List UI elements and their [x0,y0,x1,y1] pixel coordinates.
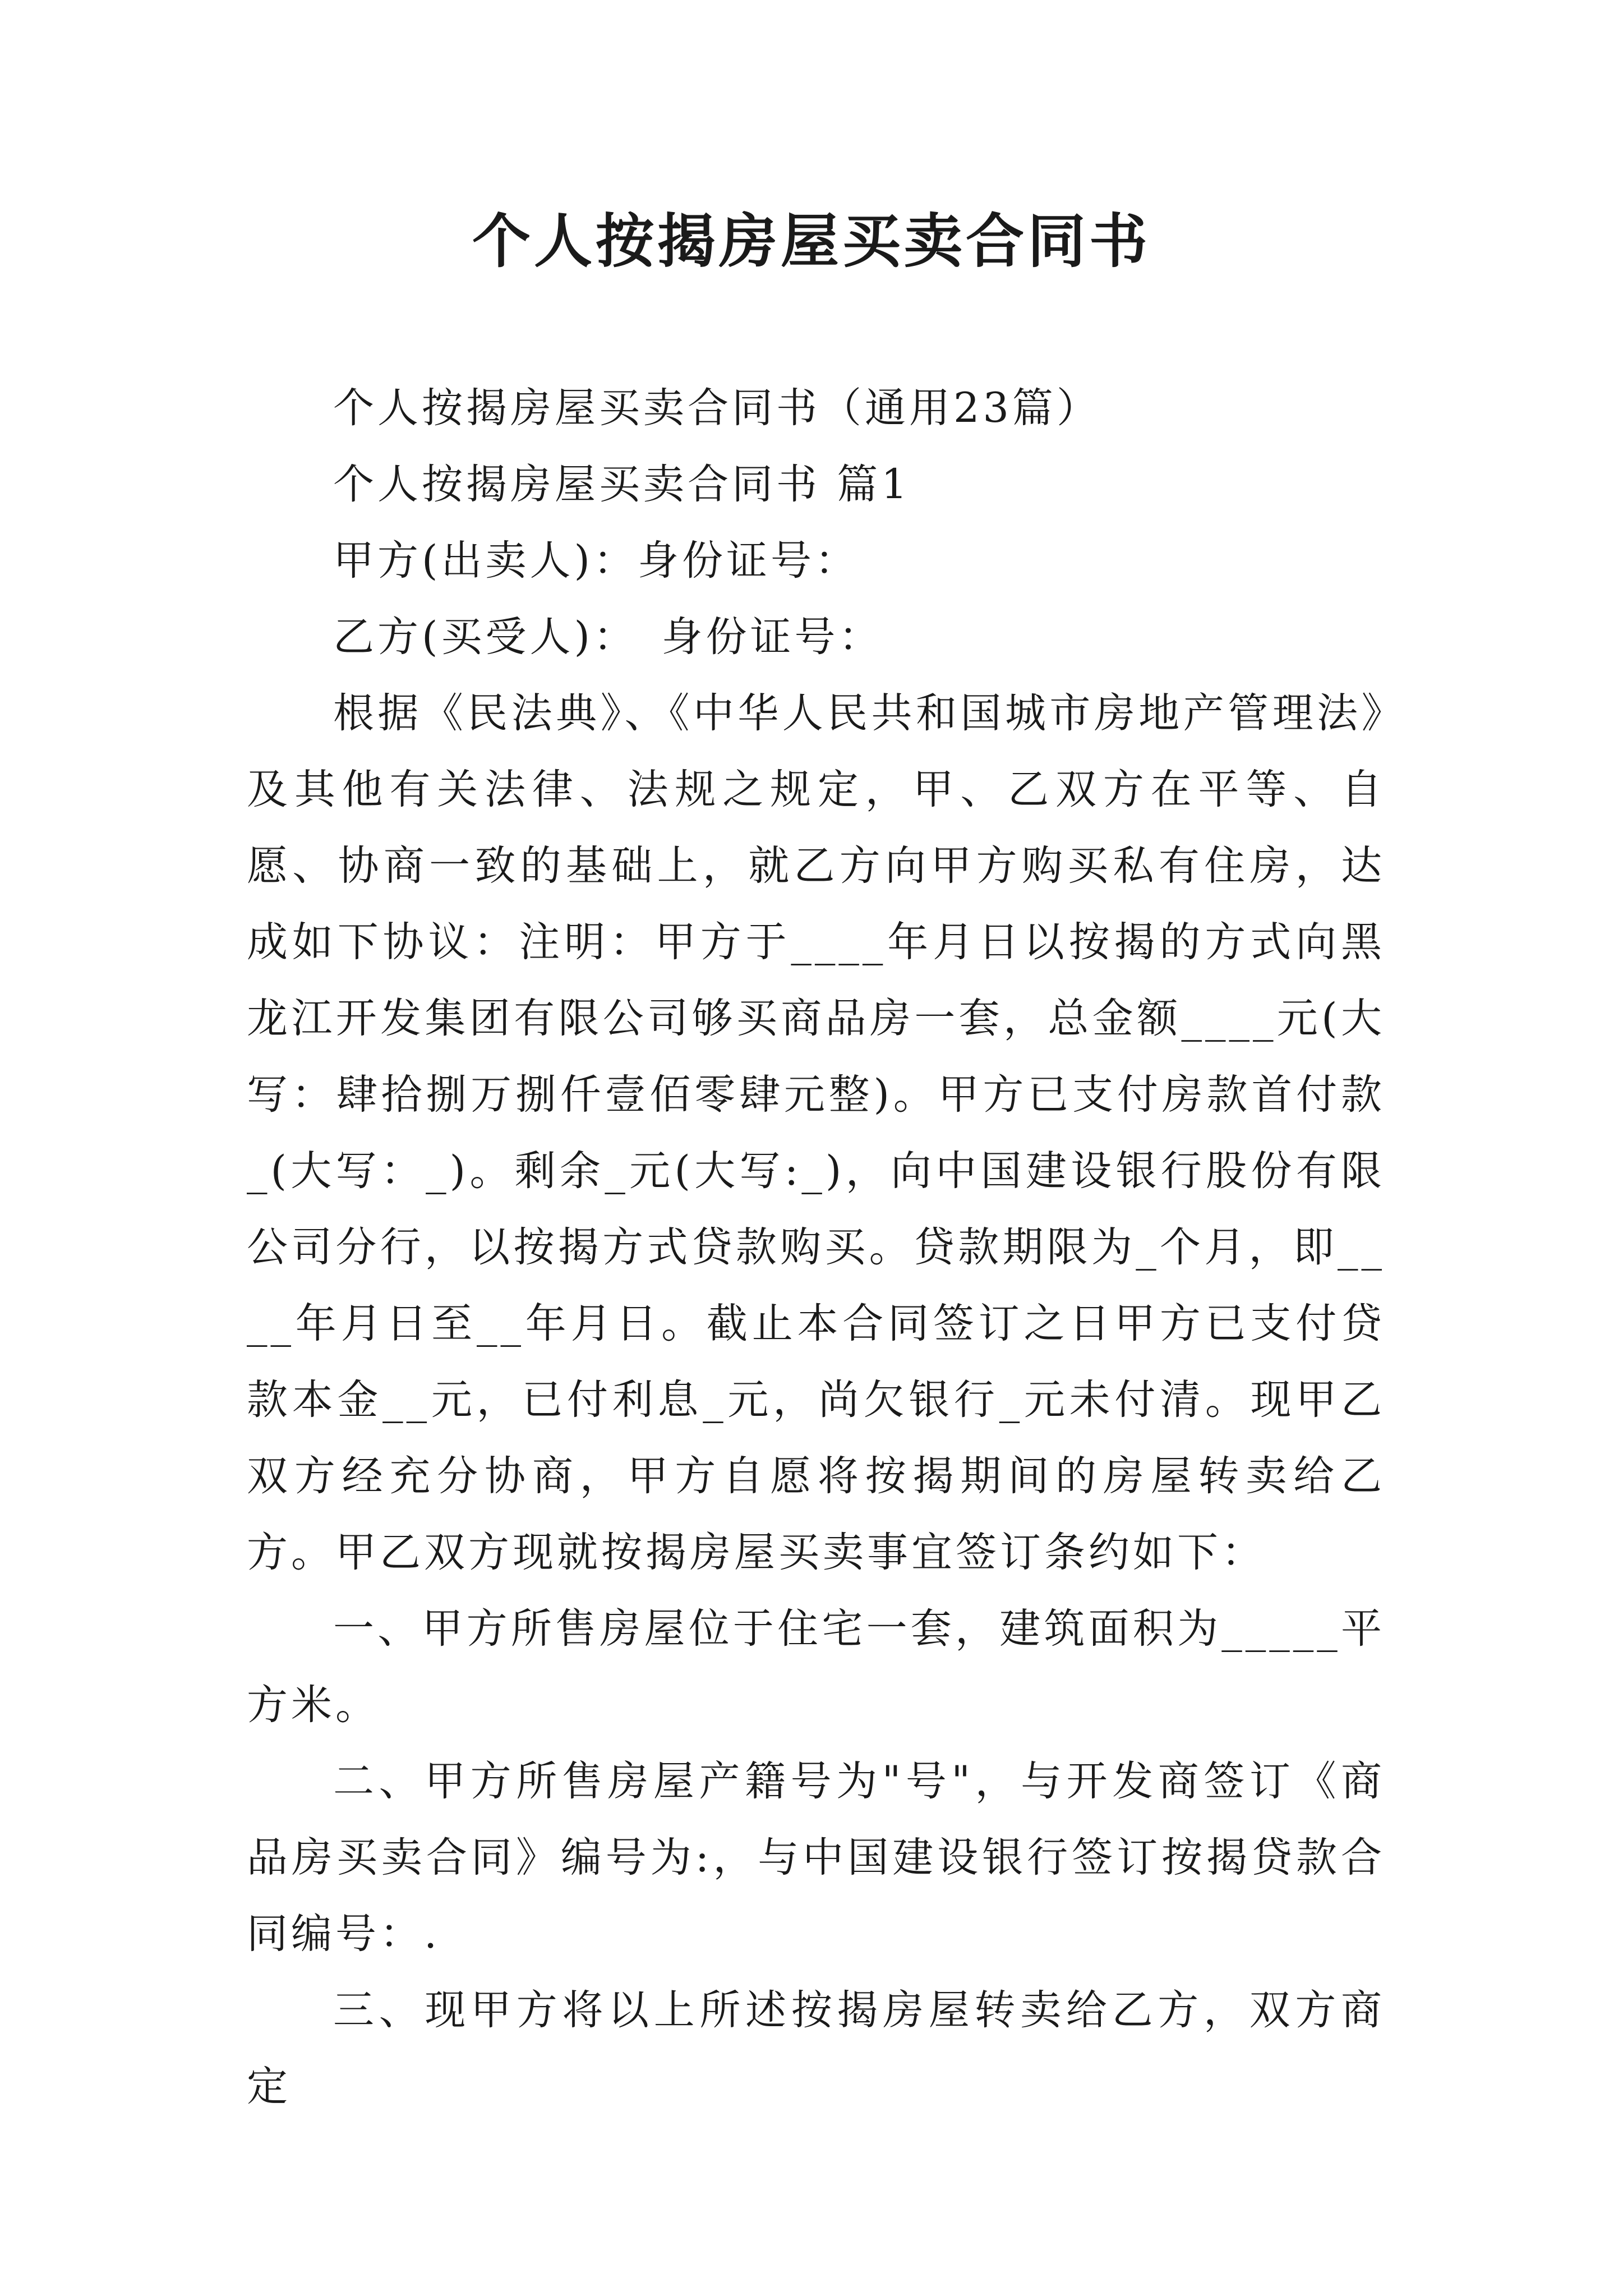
paragraph-subtitle: 个人按揭房屋买卖合同书（通用23篇） [333,384,1101,432]
paragraph-preamble: 根据《民法典》、《中华人民共和国城市房地产管理法》及其他有关法律、法规之规定，甲、乙双方在平等、自愿、协商一致的基础上，就乙方向甲方购买私有住房，达成如下协议：注明：甲方于____年月日以按揭的方式向黑龙江开发集团有限公司够买商品房一套，总金额____元(大写：肆拾捌万捌仟壹佰零肆元整)。甲方已支付房款首付款_(大写：_)。剩余_元(大写:_)，向中国建设银行股份有限公司分行，以按揭方式贷款购买。贷款期限为_个月，即____年月日至__年月日。截止本合同签订之日甲方已支付贷款本金__元，已付利息_元，尚欠银行_元未付清。现甲乙双方经充分协商，甲方自愿将按揭期间的房屋转卖给乙方。甲乙双方现就按揭房屋买卖事宜签订条约如下： [247,689,1385,1576]
paragraph-party-b: 乙方(买受人)： 身份证号： [333,613,883,661]
paragraph-party-a: 甲方(出卖人)：身份证号： [333,537,859,585]
paragraph-clause-2: 二、甲方所售房屋产籍号为"号"，与开发商签订《商品房买卖合同》编号为:，与中国建设银行签订按揭贷款合同编号：. [247,1757,1385,1958]
paragraph-clause-3: 三、现甲方将以上所述按揭房屋转卖给乙方，双方商定 [247,1986,1385,2110]
paragraph-clause-1: 一、甲方所售房屋位于住宅一套，建筑面积为_____平方米。 [247,1605,1385,1729]
paragraph-section-heading: 个人按揭房屋买卖合同书 篇1 [333,461,911,508]
document-body [247,370,1385,2125]
document-title: 个人按揭房屋买卖合同书 [472,206,1151,275]
